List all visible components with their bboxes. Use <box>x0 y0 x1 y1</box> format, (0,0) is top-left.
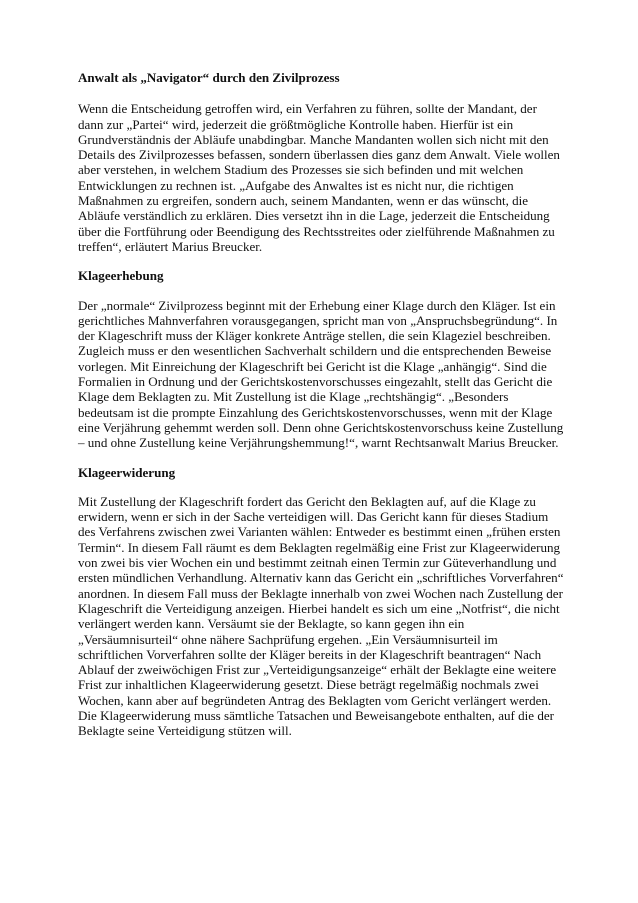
document-page <box>78 70 564 739</box>
section-paragraph-klageerhebung: Der „normale“ Zivilprozess beginnt mit der Erhebung einer Klage durch den Kläger. Ist ein gerichtliches Mahnverfahren vorausgegangen, spricht man von „Anspruchsbegründung“. In der Klageschrift muss der Kläger konkrete Anträge stellen, die sein Klageziel beschreiben. Zugleich muss er den wesentlichen Sachverhalt schildern und die entsprechenden Beweise vorlegen. Mit Einreichung der Klageschrift bei Gericht ist die Klage „anhängig“. Sind die Formalien in Ordnung und der Gerichtskostenvorschusses eingezahlt, stellt das Gericht die Klage dem Beklagten zu. Mit Zustellung ist die Klage „rechtshängig“. „Besonders bedeutsam ist die prompte Einzahlung des Gerichtskostenvorschusses, wenn mit der Klage eine Verjährung gehemmt werden soll. Denn ohne Gerichtskostenvorschuss keine Zustellung – und ohne Zustellung keine Verjährungshemmung!“, warnt Rechtsanwalt Marius Breucker. <box>78 297 564 451</box>
section-heading-klageerwiderung: Klageerwiderung <box>78 464 176 480</box>
section-heading-klageerhebung: Klageerhebung <box>78 268 164 284</box>
document-title: Anwalt als „Navigator“ durch den Zivilprozess <box>78 70 340 85</box>
intro-paragraph: Wenn die Entscheidung getroffen wird, ein Verfahren zu führen, sollte der Mandant, der dann zur „Partei“ wird, jederzeit die größtmögliche Kontrolle haben. Hierfür ist ein Grundverständnis der Abläufe unabdingbar. Manche Mandanten wollen sich nicht mit den Details des Zivilprozesses befassen, sondern überlassen dies ganz dem Anwalt. Viele wollen aber verstehen, in welchem Stadium des Prozesses sie sich befinden und mit welchen Entwicklungen zu rechnen ist. „Aufgabe des Anwaltes ist es nicht nur, die richtigen Maßnahmen zu ergreifen, sondern auch, seinem Mandanten, wenn er das wünscht, die Abläufe verständlich zu erklären. Dies versetzt ihn in die Lage, jederzeit die Entscheidung über die Fortführung oder Beendigung des Rechtsstreites oder zielführende Maßnahmen zu treffen“, erläutert Marius Breucker. <box>78 101 560 254</box>
section-paragraph-klageerwiderung: Mit Zustellung der Klageschrift fordert das Gericht den Beklagten auf, auf die Klage zu erwidern, wenn er sich in der Sache verteidigen will. Das Gericht kann für dieses Stadium des Verfahrens zwischen zwei Varianten wählen: Entweder es bestimmt einen „frühen ersten Termin“. In diesem Fall räumt es dem Beklagten regelmäßig eine Frist zur Klageerwiderung von zwei bis vier Wochen ein und bestimmt zeitnah einen Termin zur Güteverhandlung und ersten mündlichen Verhandlung. Alternativ kann das Gericht ein „schriftliches Vorverfahren“ anordnen. In diesem Fall muss der Beklagte innerhalb von zwei Wochen nach Zustellung der Klageschrift die Verteidigung anzeigen. Hierbei handelt es sich um eine „Notfrist“, die nicht verlängert werden kann. Versäumt sie der Beklagte, so kann gegen ihn ein „Versäumnisurteil“ ohne nähere Sachprüfung ergehen. „Ein Versäumnisurteil im schriftlichen Vorverfahren sollte der Kläger bereits in der Klageschrift beantragen“ Nach Ablauf der zweiwöchigen Frist zur „Verteidigungsanzeige“ erhält der Beklagte eine weitere Frist zur inhaltlichen Klageerwiderung gesetzt. Diese beträgt regelmäßig nochmals zwei Wochen, kann aber auf begründeten Antrag des Beklagten vom Gericht verlängert werden. Die Klageerwiderung muss sämtliche Tatsachen und Beweisangebote enthalten, auf die der Beklagte seine Verteidigung stützen will. <box>78 493 564 739</box>
